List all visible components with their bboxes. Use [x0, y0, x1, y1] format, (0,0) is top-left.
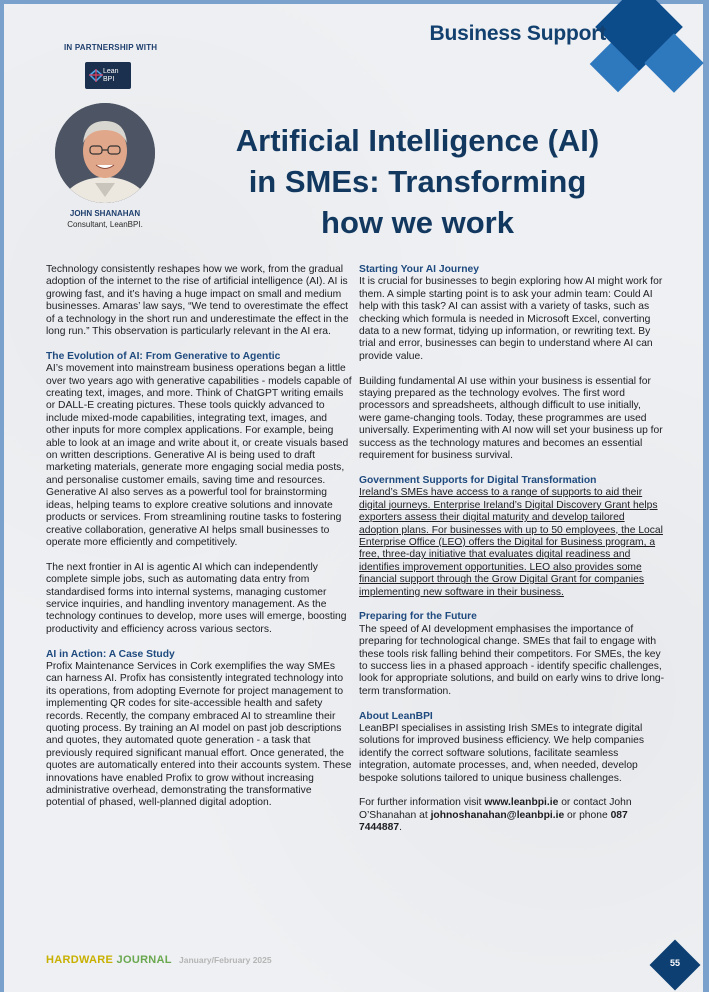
author-role: Consultant, LeanBPI. — [67, 220, 143, 229]
contact-text: or phone — [564, 809, 611, 821]
contact-paragraph — [359, 797, 665, 834]
article-title-line: Artificial Intelligence (AI) — [235, 123, 600, 158]
government-paragraph: Ireland’s SMEs have access to a range of supports to aid their digital journeys. Enterprise Ireland’s Digital Discovery Grant helps exporters assess their digital maturity and develop tailored adoption plans. For businesses with up to 50 employees, the Local Enterprise Office (LEO) offers the Digital for Business program, a free, three-day initiative that evaluates digital readiness and identifies improvement opportunities. LEO also provides some financial support through the Grow Digital Grant for companies implementing new software in their business. — [359, 487, 663, 598]
evolution-paragraph: AI’s movement into mainstream business operations began a little over two years ago with generative capabilities - models capable of creating text, images, and more. Think of ChatGPT writing emails or DALL-E creating pictures. These tools quickly advanced to include mixed-mode capabilities, integrating text, images, and other inputs for more complex applications. For example, being able to look at an image and write about it, or create visuals based on written descriptions. Generative AI is being used to draft marketing materials, generate more engaging social media posts, and personalise customer emails, saving time and resources. Generative AI also serves as a powerful tool for brainstorming ideas, helping teams to explore creative solutions and innovate products or services. From streamlining routine tasks to fostering creative collaboration, generative AI helps small businesses to operate more efficiently and competitively. — [46, 363, 352, 548]
section-heading-government: Government Supports for Digital Transformation — [359, 474, 597, 486]
contact-text: For further information visit — [359, 797, 485, 809]
page-frame-left — [0, 0, 4, 992]
agentic-paragraph: The next frontier in AI is agentic AI which can independently complete simple jobs, such as automating data entry from standardised forms into internal systems, managing customer service inquiries, and handling inventory management. As the technology continues to develop, more uses will emerge, boosting productivity and efficiency across various sectors. — [46, 561, 347, 635]
section-heading-future: Preparing for the Future — [359, 611, 477, 623]
partner-label: IN PARTNERSHIP WITH — [64, 43, 158, 52]
author-portrait-icon — [55, 103, 155, 203]
leanbpi-logo-icon — [88, 68, 104, 83]
article-title-line: in SMEs: Transforming — [248, 164, 587, 199]
section-label: Business Support — [429, 22, 606, 45]
partner-logo-text: Lean BPI — [103, 67, 119, 83]
page-number: 55 — [669, 958, 680, 968]
intro-paragraph: Technology consistently reshapes how we work, from the gradual adoption of the internet to the rise of artificial intelligence (AI). AI is growing fast, and it’s having a huge impact on small and medium businesses. Amaras’ law says, “We tend to overestimate the effect of a technology in the short run and underestimate the effect in the long run.” This observation is particularly relevant in the AI era. — [46, 264, 349, 338]
section-heading-evolution: The Evolution of AI: From Generative to Agentic — [46, 350, 281, 362]
author-name: JOHN SHANAHAN — [69, 209, 141, 218]
journey-paragraph: It is crucial for businesses to begin exploring how AI might work for them. A simple starting point is to ask your admin team: Could AI help with this task? AI can assist with a variety of tasks, such as checking which formula is needed in Microsoft Excel, converting data to a new format, tidying up information, or rewriting text. By trial and error, businesses can begin to understand where AI can provide value. — [359, 276, 663, 362]
section-heading-about: About LeanBPI — [359, 710, 433, 722]
footer-brand-logo — [46, 954, 172, 966]
author-avatar — [55, 103, 155, 203]
article-column-left — [46, 264, 352, 822]
footer-brand-part: JOURNAL — [116, 954, 172, 966]
footer-issue-date: January/February 2025 — [179, 955, 272, 965]
fundamental-paragraph: Building fundamental AI use within your business is essential for staying prepared as the technology evolves. The first word processors and spreadsheets, although difficult to use initially, were game-changing tools. Today, these programmes are used universally. Experimenting with AI now will set your business up for success as the technology matures and becomes an essential requirement for business survival. — [359, 375, 663, 462]
section-heading-journey: Starting Your AI Journey — [359, 264, 479, 275]
future-paragraph: The speed of AI development emphasises the importance of preparing for technological change. SMEs that fail to engage with these tools risk falling behind their competitors. For SMEs, the key to success lies in a phased approach - identify specific challenges, look for appropriate solutions, and build on early wins to drive long-term transformation. — [359, 623, 665, 697]
email-link[interactable]: johnoshanahan@leanbpi.ie — [430, 809, 565, 821]
about-paragraph: LeanBPI specialises in assisting Irish SMEs to integrate digital solutions for improved business efficiency. We help companies identify the correct software solutions, facilitate seamless integration, automate processes, and, when needed, develop bespoke solutions tailored to unique business challenges. — [359, 722, 645, 784]
page-frame-top — [0, 0, 709, 4]
phone-number: 087 7444887 — [359, 809, 628, 834]
article-title-line: how we work — [321, 205, 514, 240]
website-link[interactable]: www.leanbpi.ie — [484, 797, 559, 809]
contact-text: or contact John O’Shanahan at — [359, 797, 632, 821]
article-title — [195, 120, 640, 243]
contact-text: . — [399, 822, 402, 834]
footer-brand-part: HARDWARE — [46, 954, 114, 966]
case-study-paragraph: Profix Maintenance Services in Cork exemplifies the way SMEs can harness AI. Profix has consistently integrated technology into its operations, from adopting Evernote for project management to implementing QR codes for site-accessible health and safety records. Recently, the company embraced AI to streamline their quoting process. By training an AI model on past job descriptions and quotes, they automated quote generation - a task that previously required significant manual effort. Once generated, the quotes are automatically entered into their accounts system. These innovations have enabled Profix to grow without increasing administrative overhead, demonstrating the transformative potential of phased, well-planned digital adoption. — [46, 660, 352, 809]
leanbpi-logo — [85, 62, 131, 89]
page-frame-right — [703, 0, 709, 992]
section-heading-case-study: AI in Action: A Case Study — [46, 648, 175, 660]
article-column-right — [359, 264, 665, 847]
